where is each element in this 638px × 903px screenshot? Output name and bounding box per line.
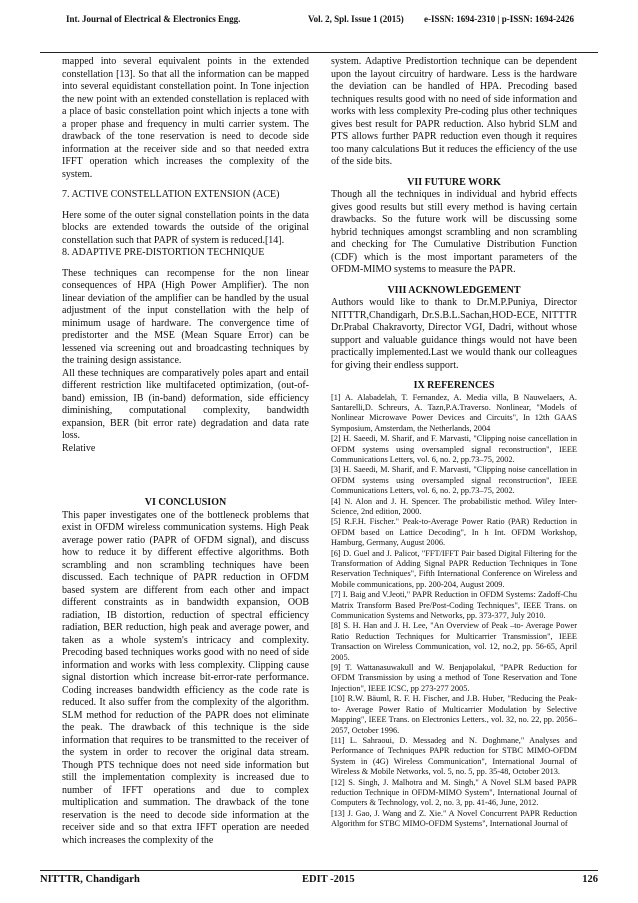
left-column — [62, 56, 309, 854]
journal-name: Int. Journal of Electrical & Electronics Engg. — [66, 14, 241, 24]
reference-item: [11] L. Sahraoui, D. Messadeg and N. Doghmane," Analyses and Performance of Techniques PAPR reduction for STBC MIMO-OFDM System in (4G) Wireless Communication", International Journal of Wireless & Mobile Networks, vol. 5, no. 5, pp. 35-48, October 2013. — [331, 735, 577, 777]
paragraph: system. Adaptive Predistortion technique can be dependent upon the layout circuitry of hardware. Less is the hardware the deviation can be handled of HPA. Precoding based techniques results good with no need of side information and works with less complexity Pre-coding plus other techniques gives best result for PAPR reduction. Also hybrid SLM and PTS allows further PAPR reduction even though it requires too many calculations But it reduces the efficiency of the use of the side bits. — [331, 56, 577, 167]
footer-edition: EDIT -2015 — [302, 874, 355, 885]
reference-item: [9] T. Wattanasuwakull and W. Benjapolakul, "PAPR Reduction for OFDM Transmission by using a method of Tone Reservation and Tone Injection", IEEE ICSC, pp 273-277 2005. — [331, 663, 577, 693]
reference-item: [13] J. Gao, J. Wang and Z. Xie." A Novel Concurrent PAPR Reduction Algorithm for STBC MIMO-OFDM Systems", International Journal of — [331, 808, 577, 829]
reference-item: [7] I. Baig and V.Jeoti," PAPR Reduction in OFDM Systems: Zadoff-Chu Matrix Transform Based Pre/Post-Coding Techniques", IEEE Trans. on Communication Systems and Networks, pp. 373-377, July 2010. — [331, 590, 577, 621]
paragraph: mapped into several equivalent points in the extended constellation [13]. So that all the information can be mapped into several equidistant constellation point. In Tone injection the new point with an extended constellation is replaced with a place of basic constellation point which injects a tone with a proper phase and frequency in multi carrier system. The drawback of the tone reservation is need to decode side information at the receiver side and so that needed extra IFFT operation which increases the complexity of the system. — [62, 56, 309, 180]
section-heading-ace: 7. ACTIVE CONSTELLATION EXTENSION (ACE) — [62, 189, 280, 200]
paragraph: All these techniques are comparatively poles apart and entail different restriction like multifaceted optimization, (out-of-band) emission, IB (in-band) deformation, side efficiency diminishing, computational complexity, bandwidth expansion, BER (bit error rate) degradation and data rate loss. — [62, 367, 309, 441]
reference-item: [3] H. Saeedi, M. Sharif, and F. Marvasti, "Clipping noise cancellation in OFDM systems using oversampled signal reconstruction", IEEE Communications Letters, vol. 6, no. 2, pp.73–75, 2002. — [331, 465, 577, 496]
reference-item: [1] A. Alabadelah, T. Fernandez, A. Media villa, B Nauwelaers, A. Santarelli,D. Schreurs, A. Tazn,P.A.Traverso. Nonlinear, "Models of Nonlinear Microwave Power Devices and Circuits", In 12th GAAS Symposium, Amsterdam, the Netherlands, 2004 — [331, 392, 577, 433]
running-footer — [40, 870, 598, 891]
reference-item: [6] D. Guel and J. Palicot, "FFT/IFFT Pair based Digital Filtering for the Transformation of Adding Signal PAPR Reduction Techniques in Tone Reservation Techniques", Fifth International Conference on Wireless and Mobile communications, pp. 200-204, August 2009. — [331, 548, 577, 589]
reference-item: [10] R.W. Bäuml, R. F. H. Fischer, and J.B. Huber, "Reducing the Peak-to- Average Power Ratio of Multicarrier Modulation by Selective Mapping", IEEE Trans. on Electronics Letters., vol. 32, no. 22, pp. 2056–2057, October 1996. — [331, 694, 577, 735]
reference-list — [331, 393, 577, 830]
reference-item: [2] H. Saeedi, M. Sharif, and F. Marvasti, "Clipping noise cancellation in OFDM systems using oversampled signal reconstruction", IEEE Communications Letters, vol. 6, no. 2, pp.73–75, 2002. — [331, 434, 577, 464]
running-header — [40, 10, 598, 53]
right-column — [331, 56, 577, 854]
body-columns — [62, 56, 576, 854]
reference-item: [5] R.F.H. Fischer." Peak-to-Average Power Ratio (PAR) Reduction in OFDM based on Lattice Decoding", In h Int. OFDM Workshop, Hamburg, Germany, August 2006. — [331, 517, 577, 548]
paragraph: These techniques can recompense for the non linear consequences of HPA (High Power Amplifier). The non linear deviation of the amplifier can be handled by the usual adjustment of the input constellation with the help of minimum usage of hardware. The convergence time of predistorter and the MSE (Mean Square Error) can be lessened via screening out and broadcasting techniques by the training design assistance. — [62, 267, 309, 366]
reference-item: [12] S. Singh, J. Malhotra and M. Singh," A Novel SLM based PAPR reduction Technique in OFDM-MIMO System", International Journal of Computers & Technology, vol. 2, no. 3, pp. 41-46, June, 2012. — [331, 777, 577, 808]
paragraph: Here some of the outer signal constellation points in the data blocks are extended towards the outside of the original constellation such that PAPR of system is reduced.[14]. — [62, 209, 309, 246]
paragraph: Authors would like to thank to Dr.M.P.Puniya, Director NITTTR,Chandigarh, Dr.S.B.L.Sachan,HOD-ECE, NITTTR Dr.Prabal Chakravorty, Director VGI, Dadri, without whose support and valuable guidance things would not have been practically implemented.Last we would thank our colleagues for giving their endless support. — [331, 297, 577, 371]
section-heading-conclusion: VI CONCLUSION — [144, 497, 227, 508]
issn-text: e-ISSN: 1694-2310 | p-ISSN: 1694-2426 — [424, 14, 574, 24]
volume-issue: Vol. 2, Spl. Issue 1 (2015) — [308, 14, 404, 24]
section-heading-acknowledgement: VIII ACKNOWLEDGEMENT — [387, 284, 521, 296]
section-heading-references: IX REFERENCES — [413, 380, 495, 391]
section-heading-future-work: VII FUTURE WORK — [407, 176, 501, 188]
reference-item: [4] N. Alon and J. H. Spencer. The probabilistic method. Wiley Inter-Science, 2nd edition, 2000. — [331, 496, 577, 516]
section-heading-predistortion: 8. ADAPTIVE PRE-DISTORTION TECHNIQUE — [62, 247, 265, 258]
paragraph: Relative — [62, 442, 96, 454]
paragraph: This paper investigates one of the bottleneck problems that exist in OFDM wireless communication systems. High Peak average power ratio (PAPR of OFDM signal), and discuss how to reduce it by different effective algorithms. Both scrambling and non scrambling techniques have been discussed. Each technique of PAPR reduction in OFDM based system are different from each other and impact different constraints as in bandwidth expansion, OOB radiation, IB distortion, reduction of spectral efficiency radiation, BER reduction, high peak and average power, and taken as a whole system's intricacy and complexity. Precoding based techniques works good with no need of side information and works with less complexity. Clipping cause signal distortion which increase bit-error-rate performance. Coding increases bandwidth efficiency as the code rate is reduced. It also suffer from the complexity of the algorithm. SLM method for reduction of the PAPR does not eliminate the peak. The drawback of this technique is the side information that requires to be transmitted to the receiver of the system in order to recover the original data stream. Though PTS technique does not need side information but still the implementation complexity is increased due to number of IFFT operations and due to complex multiplication and summation. The drawback of the tone reservation is the need to decode side information at the receiver side and so that extra IFFT operation are needed which increases the complexity of the — [62, 509, 309, 846]
footer-institute: NITTTR, Chandigarh — [40, 874, 140, 885]
page-number: 126 — [582, 874, 598, 885]
reference-item: [8] S. H. Han and J. H. Lee, "An Overview of Peak –to- Average Power Ratio Reduction Techniques for Multicarrier Transmission", IEEE Transaction on Wireless Communication, vol. 12, no.2, pp. 56-65, April 2005. — [331, 621, 577, 662]
paragraph: Though all the techniques in individual and hybrid effects gives good results but still every method is having certain drawbacks. So the future work will be discussing some hybrid techniques amongst scrambling and non scrambling and checking for The Cumulative Distribution Function (CDF) which is the most important parameters of the OFDM-MIMO systems to measure the PAPR. — [331, 189, 577, 275]
